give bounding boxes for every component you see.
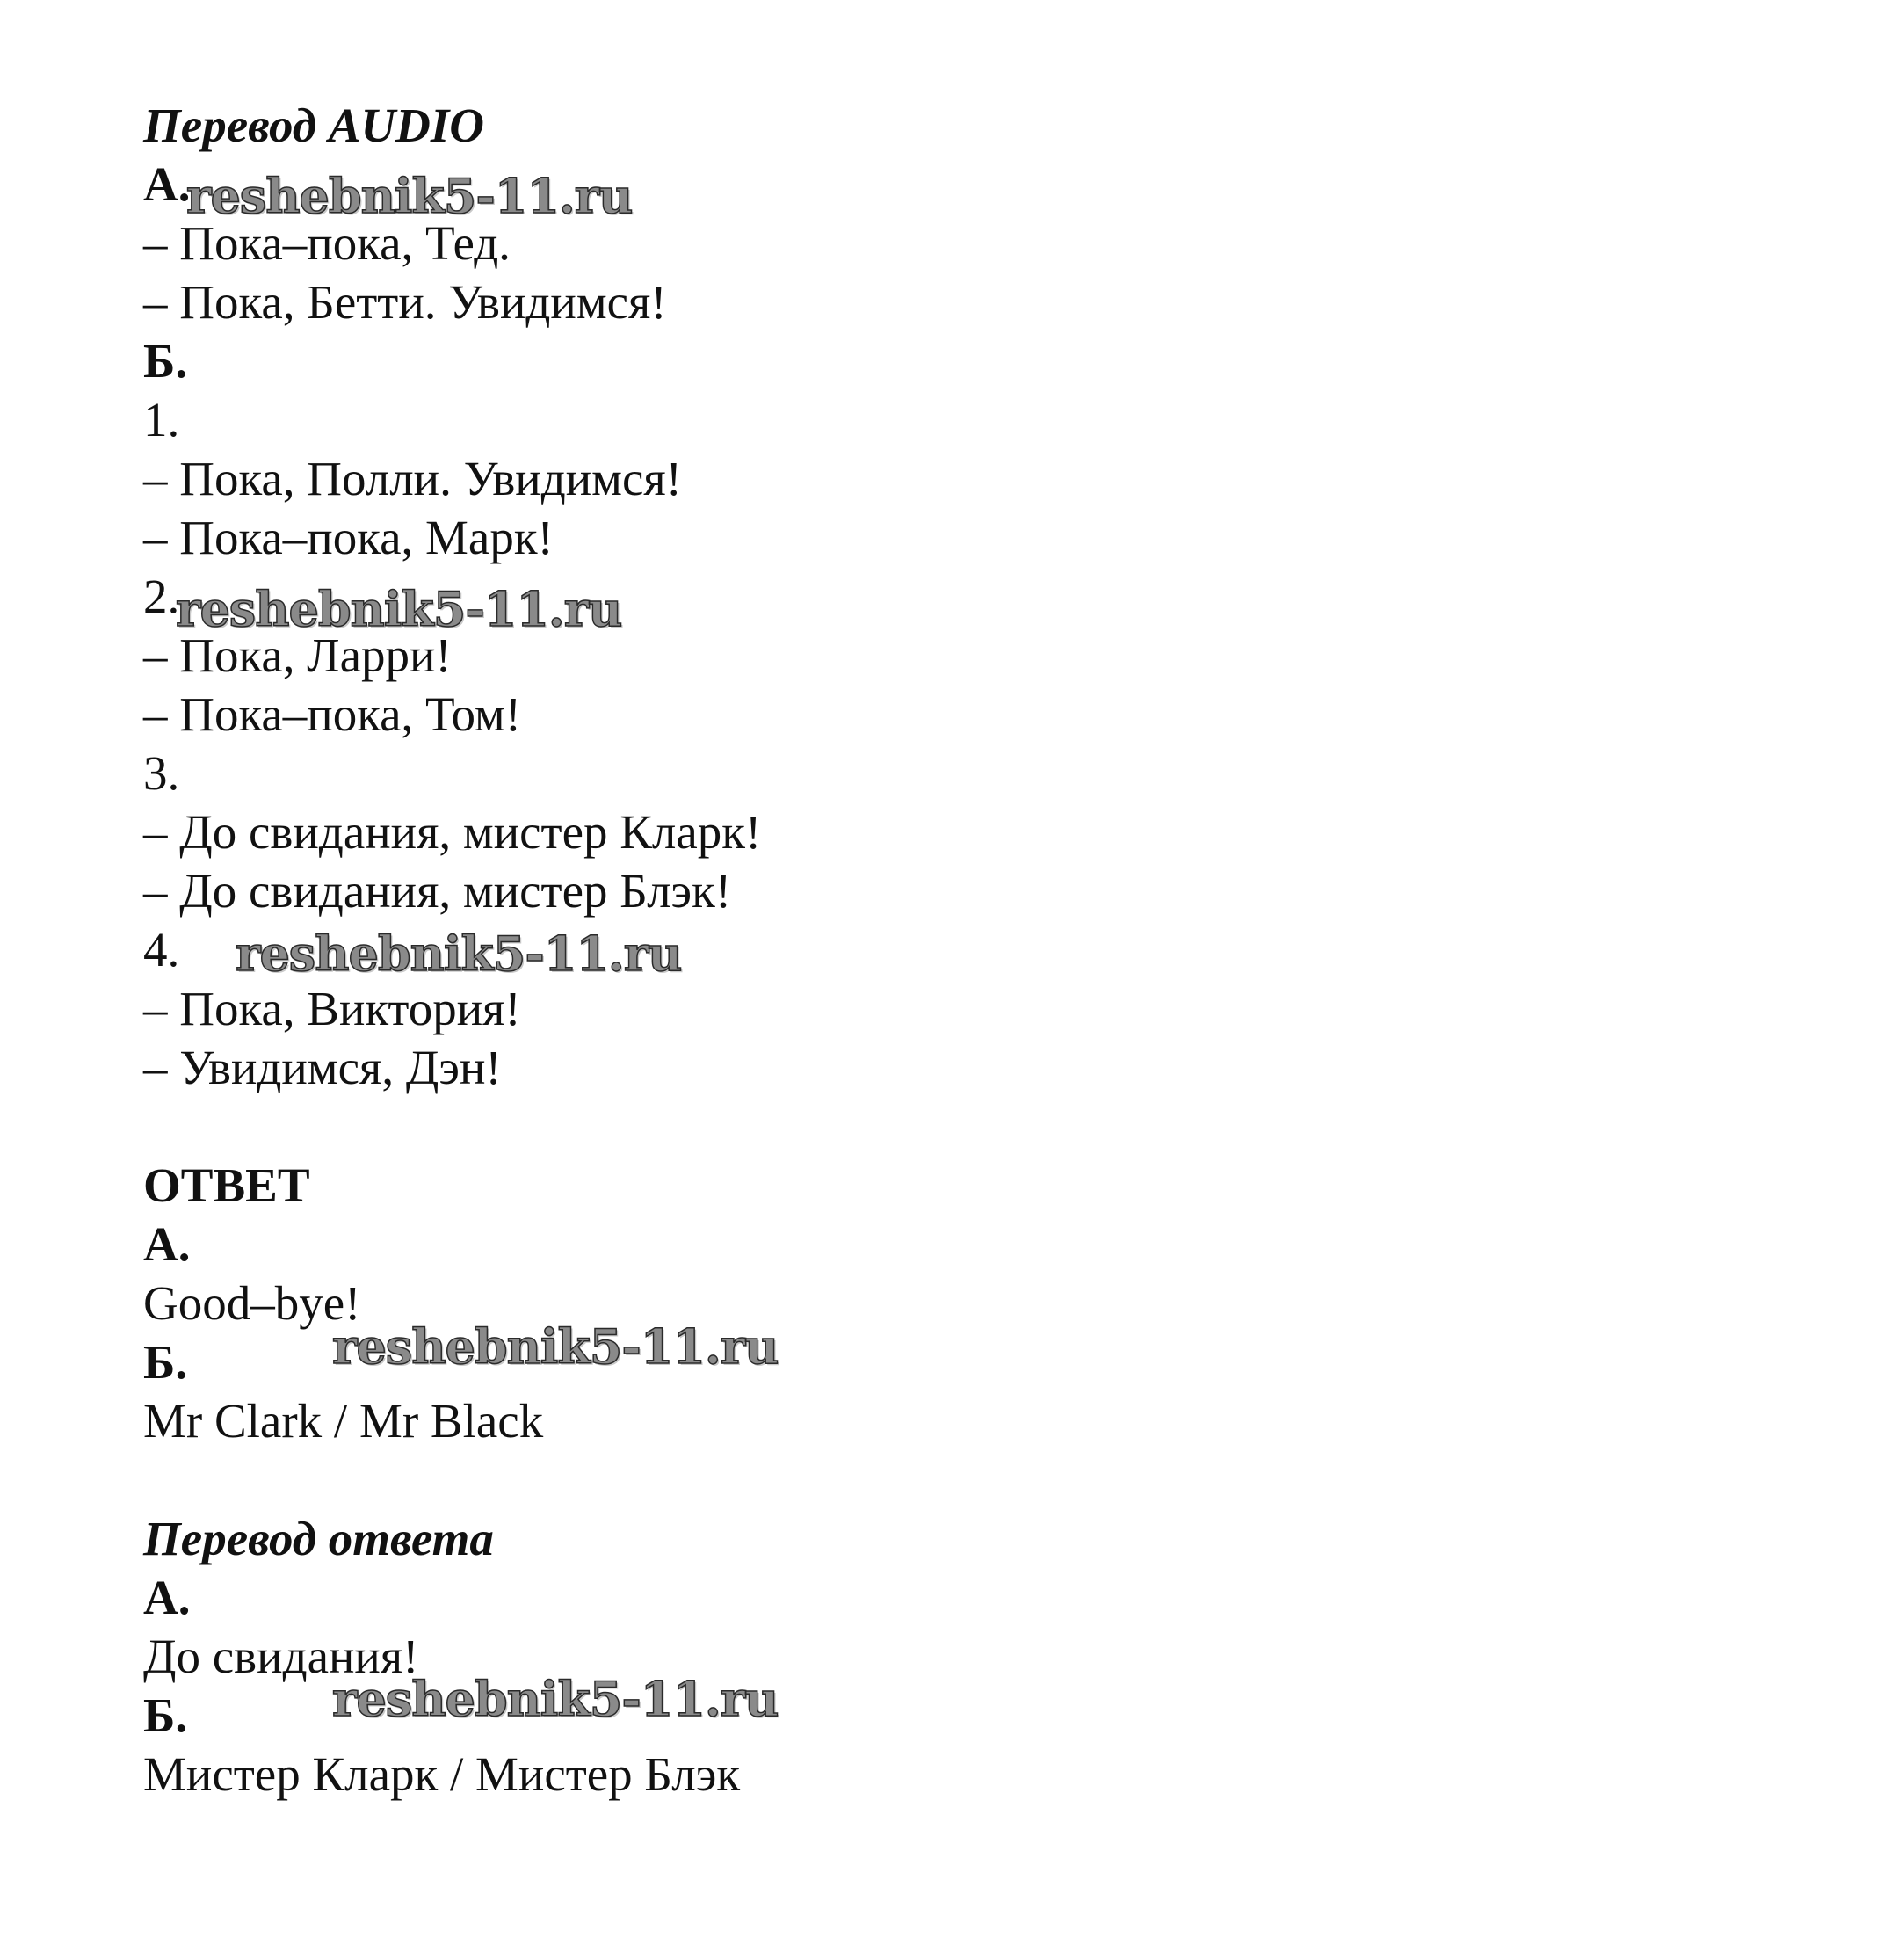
audio-item-2-line-1: – Пока, Ларри! (143, 628, 452, 682)
audio-item-4-number: 4. (143, 923, 180, 976)
translation-a-label: А. (143, 1571, 191, 1624)
audio-item-2-number: 2. (143, 570, 180, 623)
audio-item-1-number: 1. (143, 393, 180, 446)
answer-b-label: Б. (143, 1335, 188, 1389)
audio-item-4-line-1: – Пока, Виктория! (143, 982, 521, 1035)
answer-a-label: А. (143, 1217, 191, 1271)
watermark: reshebnik5-11.ru (332, 1671, 779, 1727)
audio-item-3-line-2: – До свидания, мистер Блэк! (143, 864, 732, 918)
audio-item-3-number: 3. (143, 746, 180, 800)
watermark: reshebnik5-11.ru (176, 581, 622, 637)
audio-item-2-line-2: – Пока–пока, Том! (143, 687, 522, 741)
answer-b-text: Mr Clark / Mr Black (143, 1394, 544, 1448)
audio-item-1-line-2: – Пока–пока, Марк! (143, 511, 554, 564)
answer-a-text: Good–bye! (143, 1276, 361, 1330)
watermark: reshebnik5-11.ru (186, 168, 633, 224)
audio-section-b-label: Б. (143, 334, 188, 388)
audio-item-1-line-1: – Пока, Полли. Увидимся! (143, 452, 682, 505)
audio-item-4-line-2: – Увидимся, Дэн! (143, 1041, 502, 1094)
answer-title: ОТВЕТ (143, 1158, 310, 1212)
translation-a-text: До свидания! (143, 1630, 419, 1683)
audio-item-3-line-1: – До свидания, мистер Кларк! (143, 805, 762, 859)
watermark: reshebnik5-11.ru (332, 1318, 779, 1375)
answer-translation-title: Перевод ответа (143, 1512, 494, 1565)
audio-a-line-1: – Пока–пока, Тед. (143, 216, 511, 270)
translation-b-text: Мистер Кларк / Мистер Блэк (143, 1747, 741, 1801)
watermark: reshebnik5-11.ru (236, 926, 682, 982)
translation-b-label: Б. (143, 1688, 188, 1742)
audio-translation-title: Перевод AUDIO (143, 98, 485, 152)
audio-section-a-label: А. (143, 157, 191, 211)
audio-a-line-2: – Пока, Бетти. Увидимся! (143, 275, 667, 329)
